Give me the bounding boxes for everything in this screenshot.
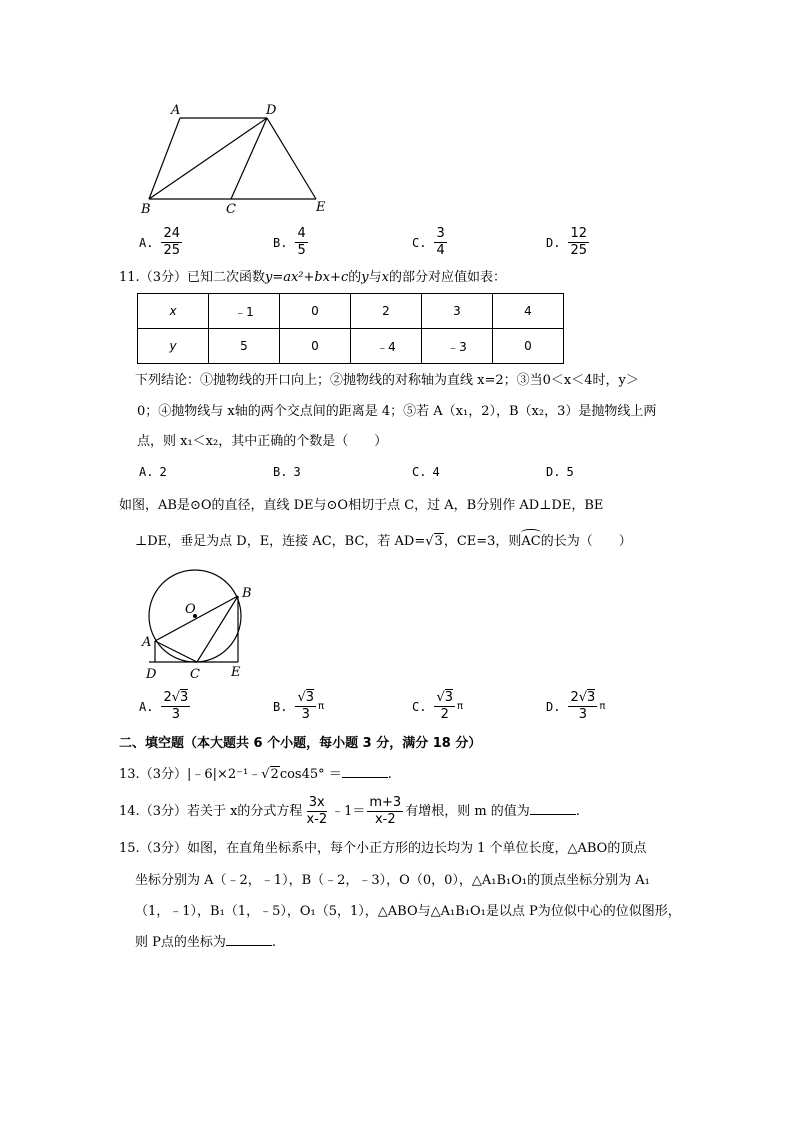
table-row-x: x ﹣1 0 2 3 4 <box>138 294 564 329</box>
section-fill-in-title: 二、填空题（本大题共 6 个小题，每小题 3 分，满分 18 分） <box>119 736 482 751</box>
q12-choice-d[interactable]: D. $\frac{2√3}{3}$ π <box>546 690 606 722</box>
q12-choice-b[interactable]: B. $\frac{√3}{3}$ π <box>273 690 325 722</box>
q15-answer-blank[interactable] <box>226 933 272 946</box>
q13-stem: 13.（3分）|﹣6|×2⁻¹﹣√2cos45° ＝ . <box>119 767 392 782</box>
q11-value-table <box>137 293 564 364</box>
label-A: A <box>171 103 181 118</box>
label-D: D <box>266 103 277 118</box>
q14-stem: 14.（3分）若关于 x的分式方程 $\frac{3x}{x-2}$ ﹣1＝ $\frac{m+3}{x-2}$ 有增根，则 m 的值为 . <box>119 795 580 827</box>
q15-stem-line1: 15.（3分）如图，在直角坐标系中，每个小正方形的边长均为 1 个单位长度，△ABO的顶点 <box>119 841 647 856</box>
label-O: O <box>185 602 196 617</box>
q11-choice-c[interactable]: C. 4 <box>412 465 440 479</box>
label-C: C <box>226 202 236 217</box>
q10-choice-c[interactable]: C. $\frac{3}{4}$ <box>412 226 445 258</box>
q15-stem-line2: 坐标分别为 A（﹣2，﹣1），B（﹣2，﹣3），O（0，0），△A₁B₁O₁的顶点坐标分别为 A₁ <box>135 873 650 888</box>
q12-stem-line1: 如图，AB是⊙O的直径，直线 DE与⊙O相切于点 C，过 A，B分别作 AD⊥DE，BE <box>119 498 604 513</box>
q11-choice-d[interactable]: D. 5 <box>546 465 574 479</box>
q12-stem-line2: ⊥DE，垂足为点 D，E，连接 AC，BC，若 AD=√3，CE=3，则 AC的长为（ ） <box>135 533 632 551</box>
label-D: D <box>146 667 157 682</box>
label-B: B <box>141 202 151 217</box>
table-row-y: y 5 0 ﹣4 ﹣3 0 <box>138 329 564 364</box>
trapezoid-figure <box>130 100 340 220</box>
q14-answer-blank[interactable] <box>530 802 576 815</box>
q10-choice-b[interactable]: B. $\frac{4}{5}$ <box>273 226 306 258</box>
q10-choice-a[interactable]: A. $\frac{24}{25}$ <box>139 226 180 258</box>
q11-conclusions-line2: 0；④抛物线与 x轴的两个交点间的距离是 4；⑤若 A（x₁，2），B（x₂，3）是抛物线上两 <box>137 404 657 419</box>
q15-stem-line3: （1，﹣1），B₁（1，﹣5），O₁（5，1），△ABO与△A₁B₁O₁是以点 P为位似中心的位似图形， <box>135 904 681 919</box>
label-A: A <box>142 635 152 650</box>
q12-choice-a[interactable]: A. $\frac{2√3}{3}$ <box>139 690 189 722</box>
label-C: C <box>190 667 200 682</box>
q11-choice-a[interactable]: A. 2 <box>139 465 167 479</box>
q11-stem: 11.（3分）已知二次函数y=ax²+bx+c的y与x的部分对应值如表： <box>119 270 506 285</box>
q15-stem-line4: 则 P点的坐标为 . <box>135 935 277 950</box>
q13-answer-blank[interactable] <box>342 765 388 778</box>
label-E: E <box>316 200 326 215</box>
q10-choice-d[interactable]: D. $\frac{12}{25}$ <box>546 226 587 258</box>
circle-tangent-figure <box>135 560 265 685</box>
label-E: E <box>231 665 241 680</box>
q12-choice-c[interactable]: C. $\frac{√3}{2}$ π <box>412 690 464 722</box>
q11-choice-b[interactable]: B. 3 <box>273 465 301 479</box>
q11-conclusions-line3: 点，则 x₁＜x₂，其中正确的个数是（ ） <box>137 434 388 449</box>
label-B: B <box>242 586 252 601</box>
q11-conclusions-line1: 下列结论：①抛物线的开口向上；②抛物线的对称轴为直线 x=2；③当0＜x＜4时，y＞ <box>135 373 639 388</box>
